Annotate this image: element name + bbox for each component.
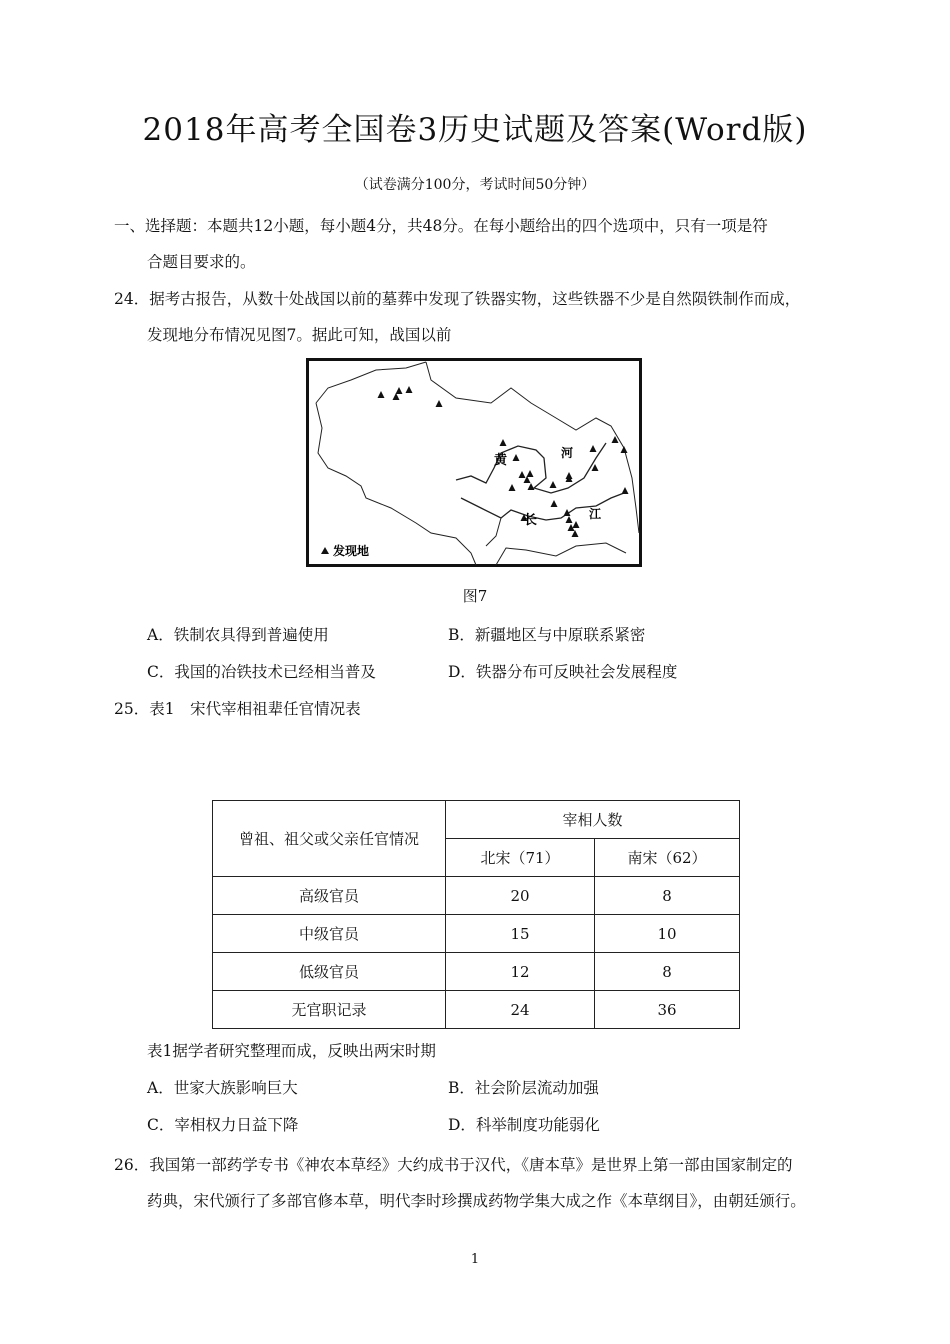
river-label-jiang: 江 <box>589 507 602 521</box>
q25-option-d: D．科举制度功能弱化 <box>448 1116 600 1134</box>
prime-minister-table <box>212 800 740 1029</box>
q25-table-note: 表1据学者研究整理而成，反映出两宋时期 <box>147 1042 436 1060</box>
map-legend-label: 发现地 <box>333 544 370 558</box>
q24-option-a: A．铁制农具得到普遍使用 <box>147 626 329 644</box>
table-cell-value: 12 <box>446 953 595 991</box>
table-row <box>213 915 740 953</box>
table-cell-label: 中级官员 <box>213 915 446 953</box>
table-row <box>213 953 740 991</box>
q24-stem-line2: 发现地分布情况见图7。据此可知，战国以前 <box>147 326 452 344</box>
table-cell-value: 15 <box>446 915 595 953</box>
document-title: 2018年高考全国卷3历史试题及答案(Word版) <box>142 112 808 148</box>
q25-option-b: B．社会阶层流动加强 <box>448 1079 599 1097</box>
table-cell-label: 低级官员 <box>213 953 446 991</box>
q25-option-c: C．宰相权力日益下降 <box>147 1116 299 1134</box>
q25-stem: 25．表1 宋代宰相祖辈任官情况表 <box>114 700 361 718</box>
q24-stem-line1: 24．据考古报告，从数十处战国以前的墓葬中发现了铁器实物，这些铁器不少是自然陨铁制作而成， <box>114 290 801 308</box>
table-col-south-song: 南宋（62） <box>595 839 740 877</box>
q24-option-c: C．我国的冶铁技术已经相当普及 <box>147 663 376 681</box>
section-heading-line1: 一、选择题：本题共12小题，每小题4分，共48分。在每小题给出的四个选项中，只有一项是符 <box>114 217 768 235</box>
figure-caption: 图7 <box>462 587 488 605</box>
map-frame <box>308 360 641 566</box>
iron-findings-map <box>306 358 642 567</box>
table-row-header: 曾祖、祖父或父亲任官情况 <box>213 801 446 877</box>
table-group-header: 宰相人数 <box>446 801 740 839</box>
q24-option-b: B．新疆地区与中原联系紧密 <box>448 626 646 644</box>
table-cell-value: 8 <box>595 877 740 915</box>
table-row <box>213 877 740 915</box>
table-cell-value: 8 <box>595 953 740 991</box>
table-cell-label: 无官职记录 <box>213 991 446 1029</box>
table-cell-value: 24 <box>446 991 595 1029</box>
table-cell-value: 10 <box>595 915 740 953</box>
section-heading-line2: 合题目要求的。 <box>147 253 256 271</box>
q24-option-d: D．铁器分布可反映社会发展程度 <box>448 663 678 681</box>
table-cell-label: 高级官员 <box>213 877 446 915</box>
river-label-he: 河 <box>561 446 574 460</box>
exam-info: （试卷满分100分，考试时间50分钟） <box>354 177 596 193</box>
table-col-north-song: 北宋（71） <box>446 839 595 877</box>
table-cell-value: 20 <box>446 877 595 915</box>
river-label-chang: 长 <box>524 513 538 528</box>
q26-stem-line1: 26．我国第一部药学专书《神农本草经》大约成书于汉代，《唐本草》是世界上第一部由国家制定的 <box>114 1156 793 1174</box>
page-number: 1 <box>470 1252 480 1267</box>
q26-stem-line2: 药典，宋代颁行了多部官修本草，明代李时珍撰成药物学集大成之作《本草纲目》，由朝廷颁行。 <box>147 1192 806 1210</box>
table-cell-value: 36 <box>595 991 740 1029</box>
q25-option-a: A．世家大族影响巨大 <box>147 1079 298 1097</box>
table-row <box>213 991 740 1029</box>
river-label-huang: 黄 <box>494 453 508 468</box>
